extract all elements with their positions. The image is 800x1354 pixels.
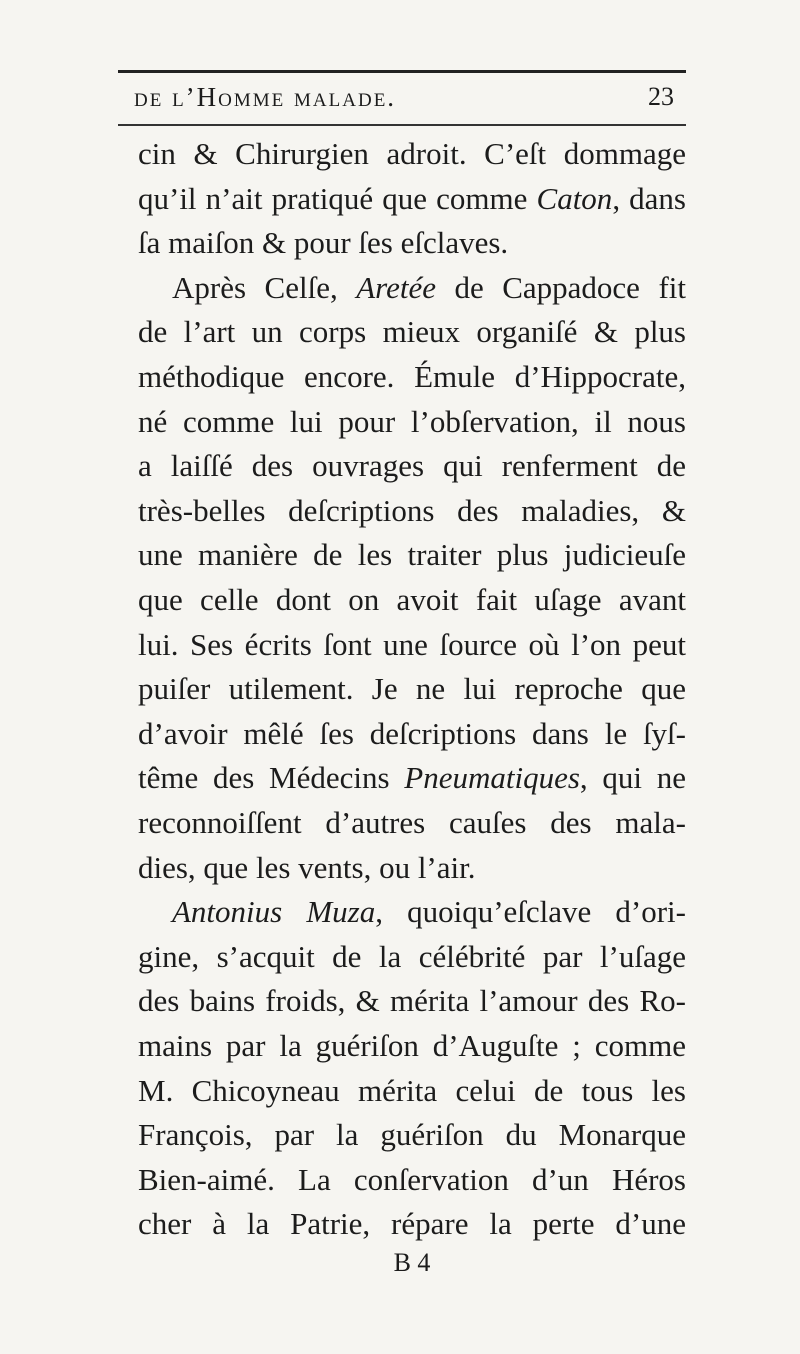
text-run: lui. Ses écrits ſont une ſource où l’on peut [138, 626, 686, 662]
text-run: gine, s’acquit de la célébrité par l’uſage [138, 938, 686, 974]
text-run: qu’il n’ait pratiqué que comme [138, 180, 537, 216]
text-run: d’avoir mêlé ſes deſcriptions dans le ſyſ- [138, 715, 686, 751]
header-bottom-rule [118, 124, 686, 126]
text-run: très-belles deſcriptions des maladies, & [138, 492, 686, 528]
italic-term: Caton [536, 180, 613, 216]
text-run: reconnoiſſent d’autres cauſes des mala- [138, 805, 686, 840]
text-run: cher à la Patrie, répare la perte d’une [138, 1206, 686, 1242]
italic-term: Pneumatiques [404, 760, 580, 796]
text-run: a laiſſé des ouvrages qui renferment de [138, 448, 686, 484]
text-run: que celle dont on avoit fait uſage avant [138, 582, 686, 617]
text-run: M. Chicoyneau mérita celui de tous les [138, 1072, 686, 1108]
text-run: né comme lui pour l’obſervation, il nous [138, 403, 686, 439]
text-run: des bains froids, & mérita l’amour des Ro- [138, 983, 686, 1019]
text-run: Après Celſe, [172, 269, 357, 305]
text-run: mains par la guériſon d’Auguſte ; comme [138, 1028, 686, 1063]
italic-term: Antonius Muza [172, 894, 376, 930]
text-run: tême des Médecins [138, 760, 405, 796]
text-run: une manière de les traiter plus judicieuſe [138, 537, 686, 573]
text-run: François, par la guériſon du Monarque [138, 1117, 686, 1153]
page-number: 23 [648, 82, 674, 111]
italic-term: Aretée [356, 269, 436, 305]
running-header [118, 80, 686, 120]
text-run: cin & Chirurgien adroit. C’eſt dommage [138, 136, 686, 171]
header-top-rule [118, 70, 686, 73]
text-run: Bien-aimé. La conſervation d’un Héros [138, 1161, 686, 1197]
text-run: ſa maiſon & pour ſes eſclaves. [138, 225, 509, 261]
text-run: de Cappadoce fit [435, 269, 686, 305]
text-run: , dans [612, 180, 687, 216]
text-run: , qui ne [579, 760, 687, 796]
text-run: dies, que les vents, ou l’air. [138, 849, 476, 885]
signature-mark: B 4 [393, 1248, 431, 1277]
text-run: , quoiqu’eſclave d’ori- [375, 894, 686, 930]
text-run: de l’art un corps mieux organiſé & plus [138, 314, 686, 350]
running-title: de l’Homme malade. [134, 82, 397, 112]
text-run: méthodique encore. Émule d’Hippocrate, [138, 359, 686, 394]
text-run: puiſer utilement. Je ne lui reproche que [138, 671, 686, 707]
